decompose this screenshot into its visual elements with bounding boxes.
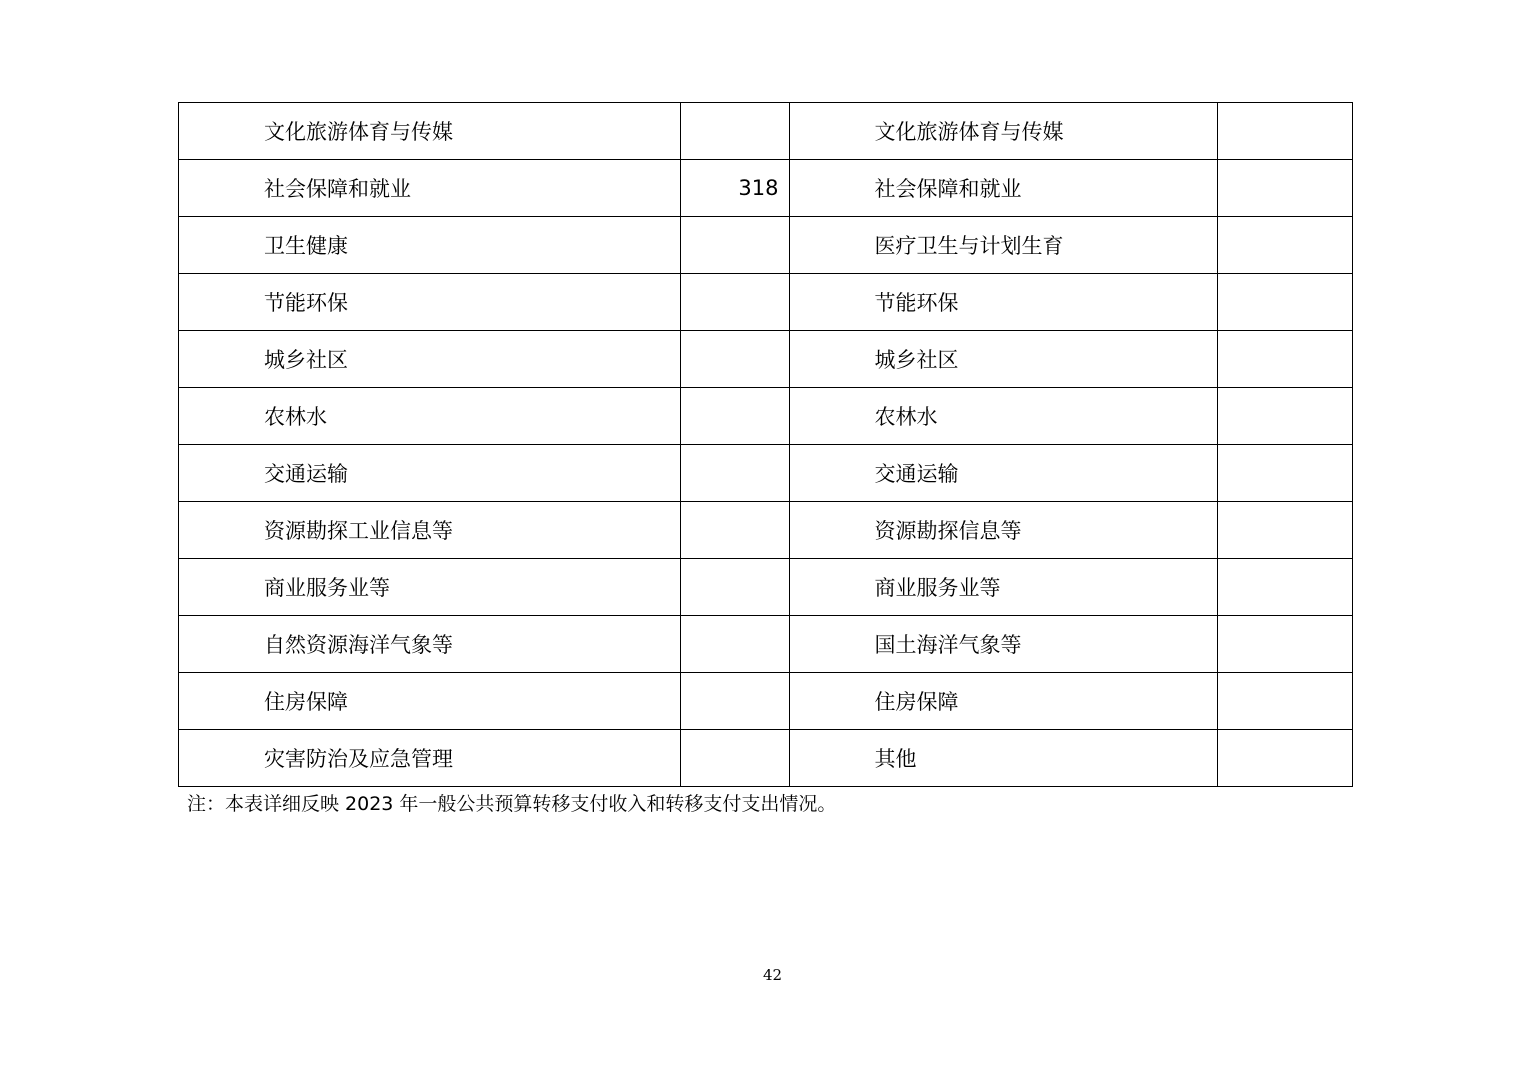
expense-item-cell: 社会保障和就业 (789, 160, 1217, 217)
income-item-cell: 自然资源海洋气象等 (179, 616, 681, 673)
income-item-cell: 节能环保 (179, 274, 681, 331)
income-item-cell: 灾害防治及应急管理 (179, 730, 681, 787)
expense-value-cell (1217, 103, 1352, 160)
income-value-cell (681, 103, 789, 160)
expense-item-cell: 国土海洋气象等 (789, 616, 1217, 673)
expense-value-cell (1217, 217, 1352, 274)
expense-item-cell: 医疗卫生与计划生育 (789, 217, 1217, 274)
table-row (179, 217, 1353, 274)
expense-value-cell (1217, 388, 1352, 445)
table-row (179, 502, 1353, 559)
expense-value-cell (1217, 331, 1352, 388)
income-value-cell (681, 730, 789, 787)
income-item-cell: 交通运输 (179, 445, 681, 502)
table-row (179, 445, 1353, 502)
expense-item-cell: 商业服务业等 (789, 559, 1217, 616)
table-row (179, 559, 1353, 616)
expense-item-cell: 农林水 (789, 388, 1217, 445)
table-row (179, 730, 1353, 787)
income-value-cell (681, 673, 789, 730)
table-body (179, 103, 1353, 787)
income-item-cell: 资源勘探工业信息等 (179, 502, 681, 559)
expense-item-cell: 资源勘探信息等 (789, 502, 1217, 559)
income-value-cell (681, 445, 789, 502)
income-value-cell: 318 (681, 160, 789, 217)
income-item-cell: 卫生健康 (179, 217, 681, 274)
income-item-cell: 住房保障 (179, 673, 681, 730)
expense-value-cell (1217, 730, 1352, 787)
expense-value-cell (1217, 673, 1352, 730)
table-note: 注：本表详细反映 2023 年一般公共预算转移支付收入和转移支付支出情况。 (187, 793, 837, 815)
income-value-cell (681, 502, 789, 559)
income-item-cell: 农林水 (179, 388, 681, 445)
transfer-payment-table (178, 102, 1353, 787)
expense-value-cell (1217, 502, 1352, 559)
table-row (179, 331, 1353, 388)
expense-item-cell: 节能环保 (789, 274, 1217, 331)
income-value-cell (681, 388, 789, 445)
expense-item-cell: 住房保障 (789, 673, 1217, 730)
expense-value-cell (1217, 559, 1352, 616)
income-value-cell (681, 331, 789, 388)
expense-item-cell: 交通运输 (789, 445, 1217, 502)
page-number: 42 (762, 966, 783, 984)
expense-item-cell: 其他 (789, 730, 1217, 787)
table-row (179, 673, 1353, 730)
table-row (179, 274, 1353, 331)
income-value-cell (681, 616, 789, 673)
expense-item-cell: 城乡社区 (789, 331, 1217, 388)
income-item-cell: 文化旅游体育与传媒 (179, 103, 681, 160)
table-row (179, 103, 1353, 160)
expense-value-cell (1217, 274, 1352, 331)
table-row (179, 388, 1353, 445)
income-value-cell (681, 217, 789, 274)
expense-item-cell: 文化旅游体育与传媒 (789, 103, 1217, 160)
income-item-cell: 社会保障和就业 (179, 160, 681, 217)
income-value-cell (681, 559, 789, 616)
table-row (179, 616, 1353, 673)
expense-value-cell (1217, 616, 1352, 673)
income-item-cell: 商业服务业等 (179, 559, 681, 616)
income-value-cell (681, 274, 789, 331)
expense-value-cell (1217, 445, 1352, 502)
income-item-cell: 城乡社区 (179, 331, 681, 388)
expense-value-cell (1217, 160, 1352, 217)
table-row (179, 160, 1353, 217)
